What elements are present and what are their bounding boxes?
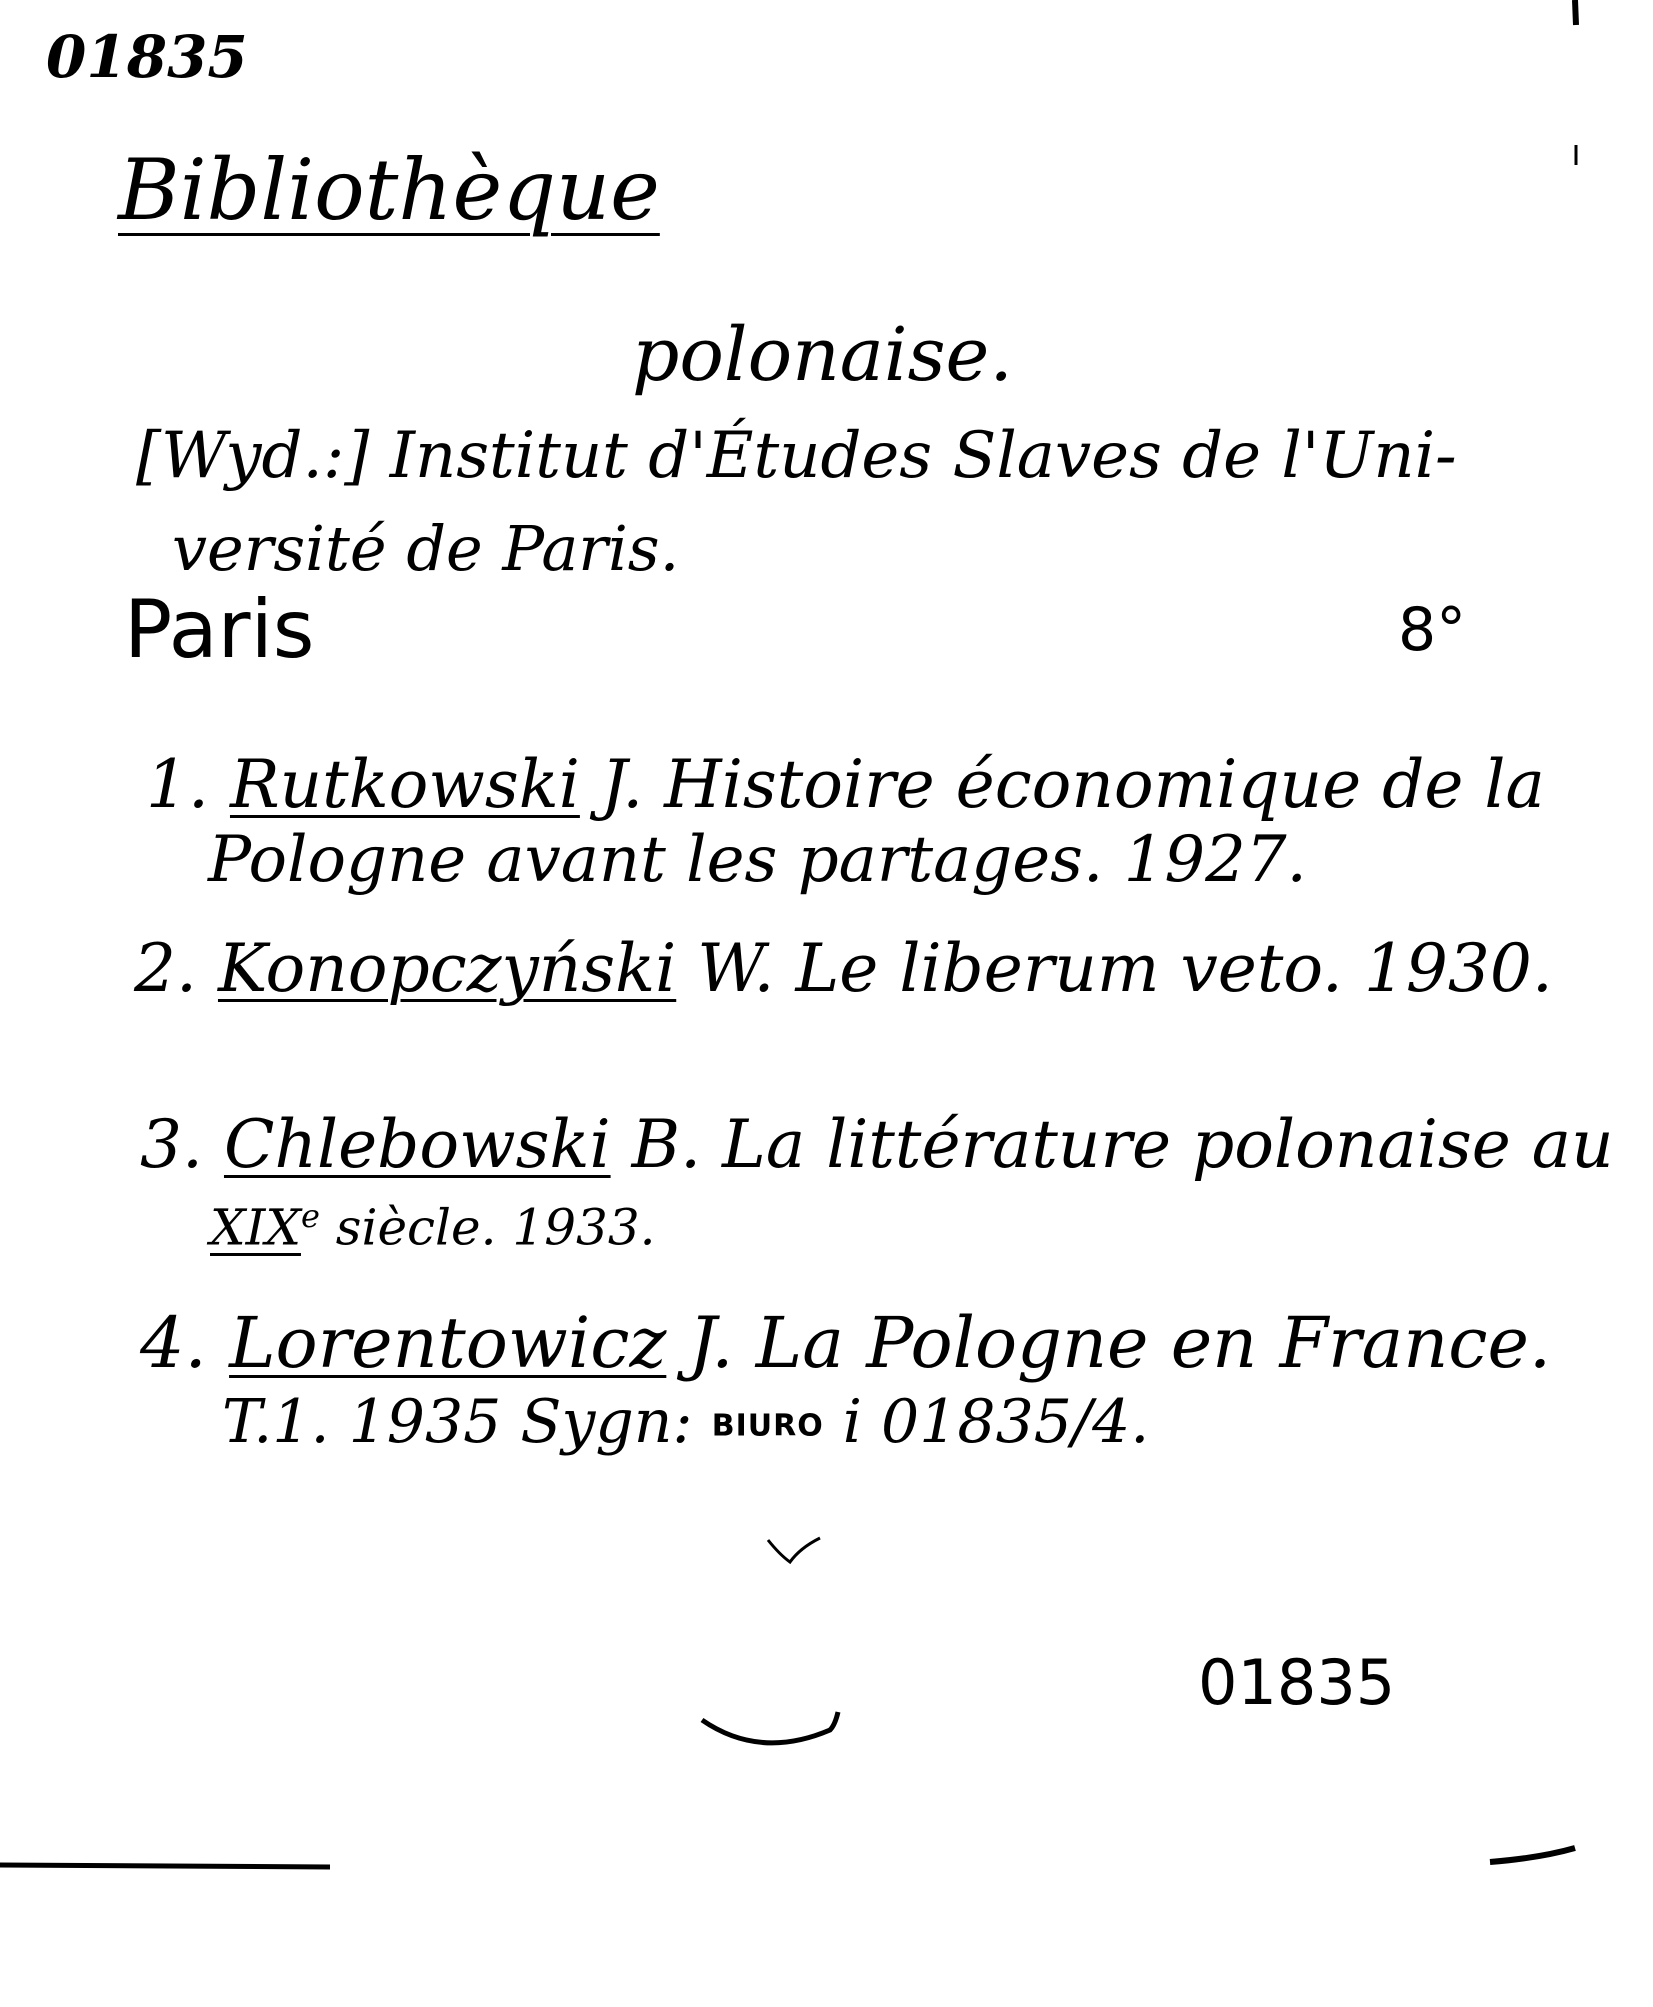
entry-author: Konopczyński	[217, 930, 677, 1007]
entry-1-line-2: Pologne avant les partages. 1927.	[208, 823, 1307, 897]
entry-number: 1.	[146, 746, 209, 823]
bottom-call-number: 01835	[1198, 1646, 1396, 1719]
entry-author: Chlebowski	[223, 1106, 611, 1183]
signature-number: i 01835/4.	[842, 1387, 1150, 1457]
place-of-publication: Paris	[124, 583, 315, 676]
card-title: Bibliothèque	[118, 141, 660, 239]
entry-title: J. Histoire économique de la	[600, 746, 1545, 823]
entry-author: Rutkowski	[229, 746, 580, 823]
entry-author: Lorentowicz	[229, 1302, 667, 1384]
card-right-edge	[1575, 0, 1576, 25]
book-format: 8°	[1398, 595, 1467, 665]
entry-title: W. Le liberum veto. 1930.	[697, 930, 1553, 1007]
card-bottom-edge-right	[1490, 1848, 1575, 1862]
check-mark	[768, 1538, 820, 1562]
entry-title: B. La littérature polonaise au	[631, 1106, 1614, 1183]
entry-number: 3.	[140, 1106, 203, 1183]
publisher-line-1: [Wyd.:] Institut d'Études Slaves de l'Uni-	[136, 419, 1457, 493]
century-suffix: e	[300, 1197, 320, 1235]
entry-title: J. La Pologne en France.	[688, 1302, 1552, 1384]
entry-number: 4.	[140, 1302, 207, 1384]
card-title-continued: polonaise.	[632, 312, 1013, 398]
corner-call-number: 01835	[46, 23, 248, 91]
entry-title-end: siècle. 1933.	[335, 1198, 656, 1257]
publisher-line-2: versité de Paris.	[172, 512, 680, 585]
card-bottom-edge-left	[0, 1865, 330, 1867]
biuro-stamp: BIURO	[711, 1408, 824, 1444]
curved-stroke	[702, 1712, 838, 1743]
entry-number: 2.	[134, 930, 197, 1007]
volume-and-signature: T.1. 1935 Sygn:	[222, 1387, 693, 1457]
century-numeral: XIX	[210, 1198, 301, 1257]
